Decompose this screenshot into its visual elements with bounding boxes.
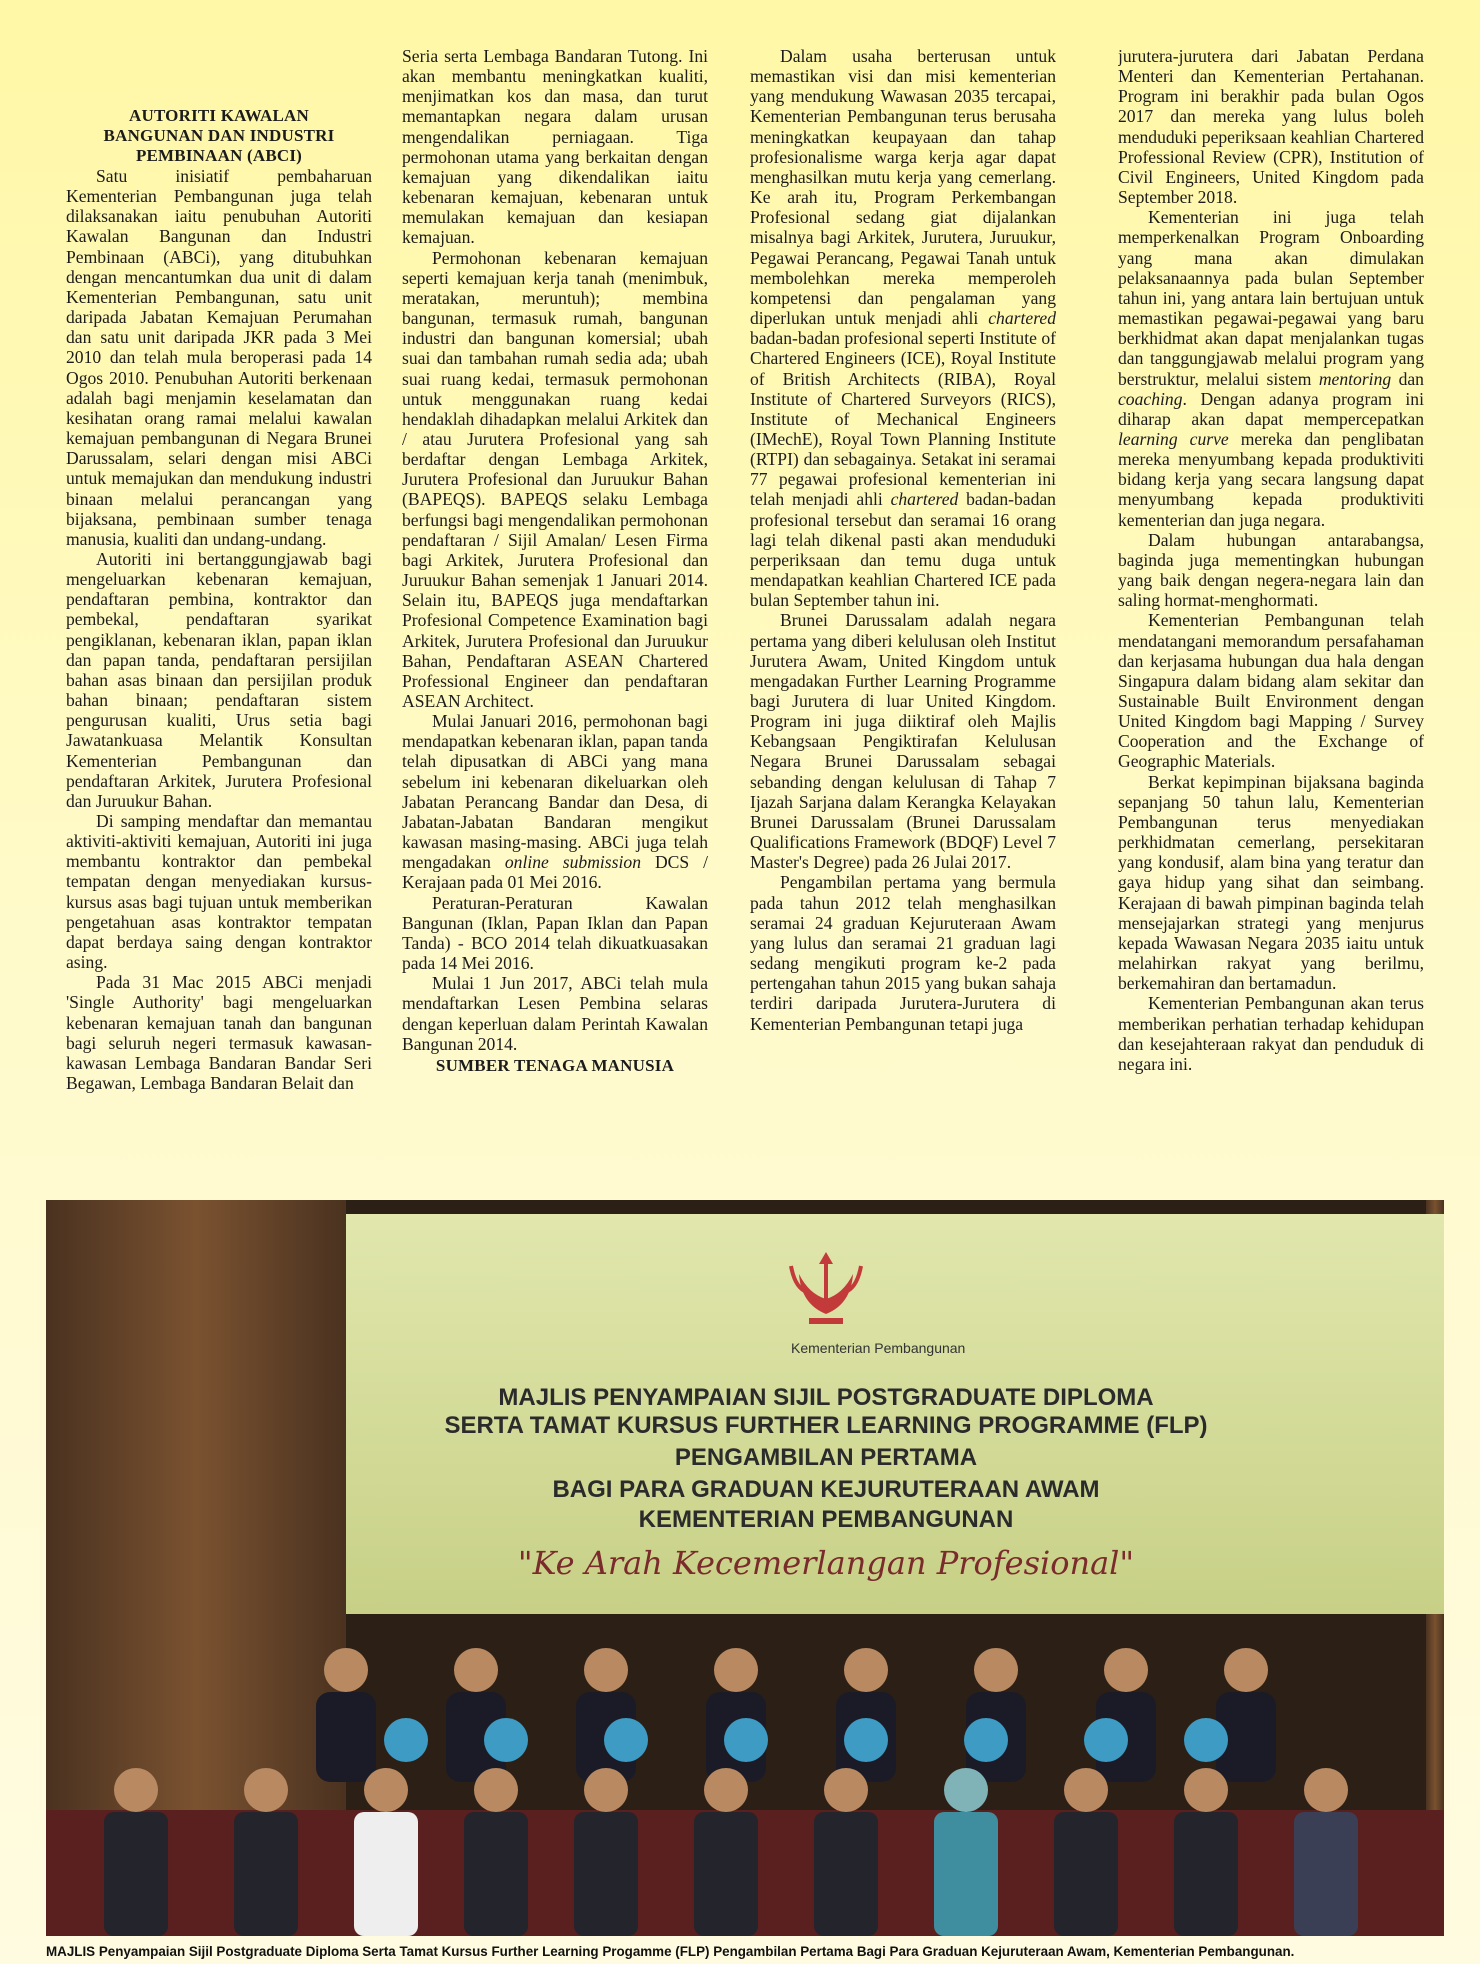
article-columns (60, 46, 1450, 1198)
group-photo (46, 1200, 1444, 1936)
banner-line: SERTA TAMAT KURSUS FURTHER LEARNING PROGRAMME (FLP) (444, 1412, 1208, 1439)
heading-line: BANGUNAN DAN INDUSTRI (103, 126, 335, 145)
banner-ministry: Kementerian Pembangunan (791, 1340, 966, 1356)
front-row (104, 1768, 1358, 1936)
column-1 (66, 46, 372, 1198)
banner-line: MAJLIS PENYAMPAIAN SIJIL POSTGRADUATE DIPLOMA (498, 1384, 1154, 1411)
column-3 (750, 46, 1056, 1198)
paragraph: Mulai Januari 2016, permohonan bagi mendapatkan kebenaran iklan, papan tanda telah dipusatkan di ABCi yang mana sebelum ini kebenaran dikeluarkan oleh Jabatan Perancang Bandar dan Desa, di Jabatan-Jabatan Bandaran mengikut kawasan masing-masing. ABCi juga telah mengadakan online submission DCS / Kerajaan pada 01 Mei 2016. (402, 711, 708, 893)
paragraph: Pengambilan pertama yang bermula pada tahun 2012 telah menghasilkan seramai 24 graduan Kejuruteraan Awam yang lulus dan seramai 21 graduan lagi sedang mengikuti program ke-2 pada pertengahan tahun 2015 yang bukan sahaja terdiri daripada Jurutera-Jurutera di Kementerian Pembangunan tetapi juga (750, 872, 1056, 1034)
paragraph: Seria serta Lembaga Bandaran Tutong. Ini akan membantu meningkatkan kualiti, menjimatkan kos dan masa, dan turut memantapkan negara dalam urusan mengendalikan perniagaan. Tiga permohonan utama yang berkaitan dengan kemajuan yang dikendalikan iaitu kebenaran kemajuan, kebenaran untuk memulakan kemajuan dan kesiapan kemajuan. (402, 46, 708, 248)
paragraph: Dalam usaha berterusan untuk memastikan visi dan misi kementerian yang mendukung Wawasan 2035 tercapai, Kementerian Pembangunan terus berusaha meningkatkan keupayaan dan tahap profesionalisme warga kerja agar dapat menghasilkan mutu kerja yang cemerlang. Ke arah itu, Program Perkembangan Profesional sedang giat dijalankan misalnya bagi Arkitek, Jurutera, Juruukur, Pegawai Perancang, Pegawai Tanah untuk membolehkan mereka memperoleh kompetensi dan pengalaman yang diperlukan untuk menjadi ahli chartered badan-badan profesional seperti Institute of Chartered Engineers (ICE), Royal Institute of British Architects (RIBA), Royal Institute of Chartered Surveyors (RICS), Institute of Mechanical Engineers (IMechE), Royal Town Planning Institute (RTPI) dan sebagainya. Setakat ini seramai 77 pegawai profesional kementerian ini telah menjadi ahli chartered badan-badan profesional tersebut dan seramai 16 orang lagi telah dikenal pasti akan menduduki perperiksaan dan temu duga untuk mendapatkan keahlian Chartered ICE pada bulan September tahun ini. (750, 46, 1056, 611)
back-row (316, 1648, 1276, 1782)
column-2 (402, 46, 708, 1198)
heading-line: AUTORITI KAWALAN (128, 106, 309, 125)
paragraph: Dalam hubungan antarabangsa, baginda juga mementingkan hubungan yang baik dengan negera-negara lain dan saling hormat-menghormati. (1118, 529, 1424, 611)
paragraph: Di samping mendaftar dan memantau aktiviti-aktiviti kemajuan, Autoriti ini juga membantu kontraktor dan pembekal tempatan dengan menyediakan kursus-kursus asas bagi tujuan untuk memberikan pengetahuan asas kontraktor tempatan dapat berdaya saing dengan kontraktor asing. (66, 811, 372, 973)
paragraph: Berkat kepimpinan bijaksana baginda sepanjang 50 tahun lalu, Kementerian Pembangunan terus menyediakan perkhidmatan cemerlang, persekitaran yang kondusif, alam bina yang teratur dan gaya hidup yang sihat dan seimbang. Kerajaan di bawah pimpinan baginda telah mensejajarkan strategi yang menjurus kepada Wawasan Negara 2035 iaitu untuk melahirkan rakyat yang berilmu, berkemahiran dan bertamadun. (1118, 771, 1424, 994)
paragraph: Satu inisiatif pembaharuan Kementerian Pembangunan juga telah dilaksanakan iaitu penubuhan Autoriti Kawalan Bangunan dan Industri Pembinaan (ABCi), yang ditubuhkan dengan mencantumkan dua unit di dalam Kementerian Pembangunan, satu unit daripada Jabatan Kemajuan Perumahan dan satu unit daripada JKR pada 3 Mei 2010 dan telah mula beroperasi pada 14 Ogos 2010. Penubuhan Autoriti berkenaan adalah bagi menjamin keselamatan dan kesihatan orang ramai melalui kawalan kemajuan pembangunan di Negara Brunei Darussalam, selari dengan misi ABCi untuk memajukan dan mendukung industri binaan melalui perancangan yang bijaksana, pembinaan sumber tenaga manusia, kualiti dan undang-undang. (66, 166, 372, 549)
paragraph: Autoriti ini bertanggungjawab bagi mengeluarkan kebenaran kemajuan, pendaftaran pembina, kontraktor dan pembekal, pendaftaran syarikat pengiklanan, kebenaran iklan, papan iklan dan papan tanda, pendaftaran persijilan bahan asas binaan dan persijilan produk bahan binaan; pendaftaran sistem pengurusan kualiti, Urus setia bagi Jawatankuasa Melantik Konsultan Kementerian Pembangunan dan pendaftaran Arkitek, Jurutera Profesional dan Juruukur Bahan. (66, 548, 372, 811)
paragraph: Pada 31 Mac 2015 ABCi menjadi 'Single Authority' bagi mengeluarkan kebenaran kemajuan tanah dan bangunan bagi seluruh negeri termasuk kawasan-kawasan Lembaga Bandaran Bandar Seri Begawan, Lembaga Bandaran Belait dan (66, 972, 372, 1094)
paragraph: Kementerian ini juga telah memperkenalkan Program Onboarding yang mana akan dimulakan pelaksanaannya pada bulan September tahun ini, yang antara lain bertujuan untuk memastikan pegawai-pegawai yang baru berkhidmat akan dapat menjalankan tugas dan tanggungjawab melalui program yang berstruktur, melalui sistem mentoring dan coaching. Dengan adanya program ini diharap akan dapat mempercepatkan learning curve mereka dan penglibatan mereka menyumbang kepada produktiviti bidang kerja yang secara langsung dapat menyumbang kepada produktiviti kementerian dan juga negara. (1118, 207, 1424, 530)
banner-motto: "Ke Arah Kecemerlangan Profesional" (517, 1544, 1135, 1582)
section-heading-abci (66, 106, 372, 166)
paragraph: Peraturan-Peraturan Kawalan Bangunan (Iklan, Papan Iklan dan Papan Tanda) - BCO 2014 telah dikuatkuasakan pada 14 Mei 2016. (402, 892, 708, 974)
paragraph: Kementerian Pembangunan akan terus memberikan perhatian terhadap kehidupan dan kesejahteraan rakyat dan penduduk di negara ini. (1118, 993, 1424, 1074)
banner-line: KEMENTERIAN PEMBANGUNAN (638, 1506, 1014, 1533)
heading-line: PEMBINAAN (ABCI) (135, 146, 303, 165)
photo-caption: MAJLIS Penyampaian Sijil Postgraduate Diploma Serta Tamat Kursus Further Learning Progamme (FLP) Pengambilan Pertama Bagi Para Graduan Kejuruteraan Awam, Kementerian Pembangunan. (46, 1944, 1295, 1959)
section-heading-sumber-tenaga: SUMBER TENAGA MANUSIA (435, 1055, 675, 1075)
paragraph: Permohonan kebenaran kemajuan seperti kemajuan kerja tanah (menimbuk, meratakan, meruntuh); membina bangunan, termasuk rumah, bangunan industri dan bangunan komersial; ubah suai dan tambahan rumah sedia ada; ubah suai ruang kedai, termasuk permohonan untuk menggunakan ruang kedai hendaklah dihadapkan melalui Arkitek dan / atau Jurutera Profesional yang sah berdaftar dengan Lembaga Arkitek, Jurutera Profesional dan Juruukur Bahan (BAPEQS). BAPEQS selaku Lembaga berfungsi bagi mengendalikan permohonan pendaftaran / Sijil Amalan/ Lesen Firma bagi Arkitek, Jurutera Profesional dan Juruukur Bahan semenjak 1 Januari 2014. Selain itu, BAPEQS juga mendaftarkan Profesional Competence Examination bagi Arkitek, Jurutera Profesional dan Juruukur Bahan, Pendaftaran ASEAN Chartered Professional Engineer dan pendaftaran ASEAN Architect. (402, 247, 708, 711)
paragraph: jurutera-jurutera dari Jabatan Perdana Menteri dan Kementerian Pertahanan. Program ini berakhir pada bulan Ogos 2017 dan mereka yang lulus boleh menduduki peperiksaan keahlian Chartered Professional Review (CPR), Institution of Civil Engineers, United Kingdom pada September 2018. (1118, 46, 1424, 208)
graduates-group (46, 1200, 1444, 1936)
middle-row (384, 1718, 1228, 1762)
paragraph: Kementerian Pembangunan telah mendatangani memorandum persafahaman dan kerjasama hubungan dua hala dengan Singapura dalam bidang alam sekitar dan Sustainable Built Environment dengan United Kingdom bagi Mapping / Survey Cooperation and the Exchange of Geographic Materials. (1118, 610, 1424, 772)
paragraph: Brunei Darussalam adalah negara pertama yang diberi kelulusan oleh Institut Jurutera Awam, United Kingdom untuk mengadakan Further Learning Programme bagi Jurutera di luar United Kingdom. Program ini juga diiktiraf oleh Majlis Kebangsaan Pengiktirafan Kelulusan Negara Brunei Darussalam sebagai sebanding dengan kelulusan di Tahap 7 Ijazah Sarjana dalam Kerangka Kelayakan Brunei Darussalam (Brunei Darussalam Qualifications Framework (BDQF) Level 7 Master's Degree) pada 26 Julai 2017. (750, 610, 1056, 873)
column-4 (1118, 46, 1424, 1198)
banner-line: BAGI PARA GRADUAN KEJURUTERAAN AWAM (552, 1476, 1100, 1503)
paragraph: Mulai 1 Jun 2017, ABCi telah mula mendaftarkan Lesen Pembina selaras dengan keperluan dalam Perintah Kawalan Bangunan 2014. (402, 973, 708, 1054)
banner-line: PENGAMBILAN PERTAMA (674, 1444, 978, 1471)
